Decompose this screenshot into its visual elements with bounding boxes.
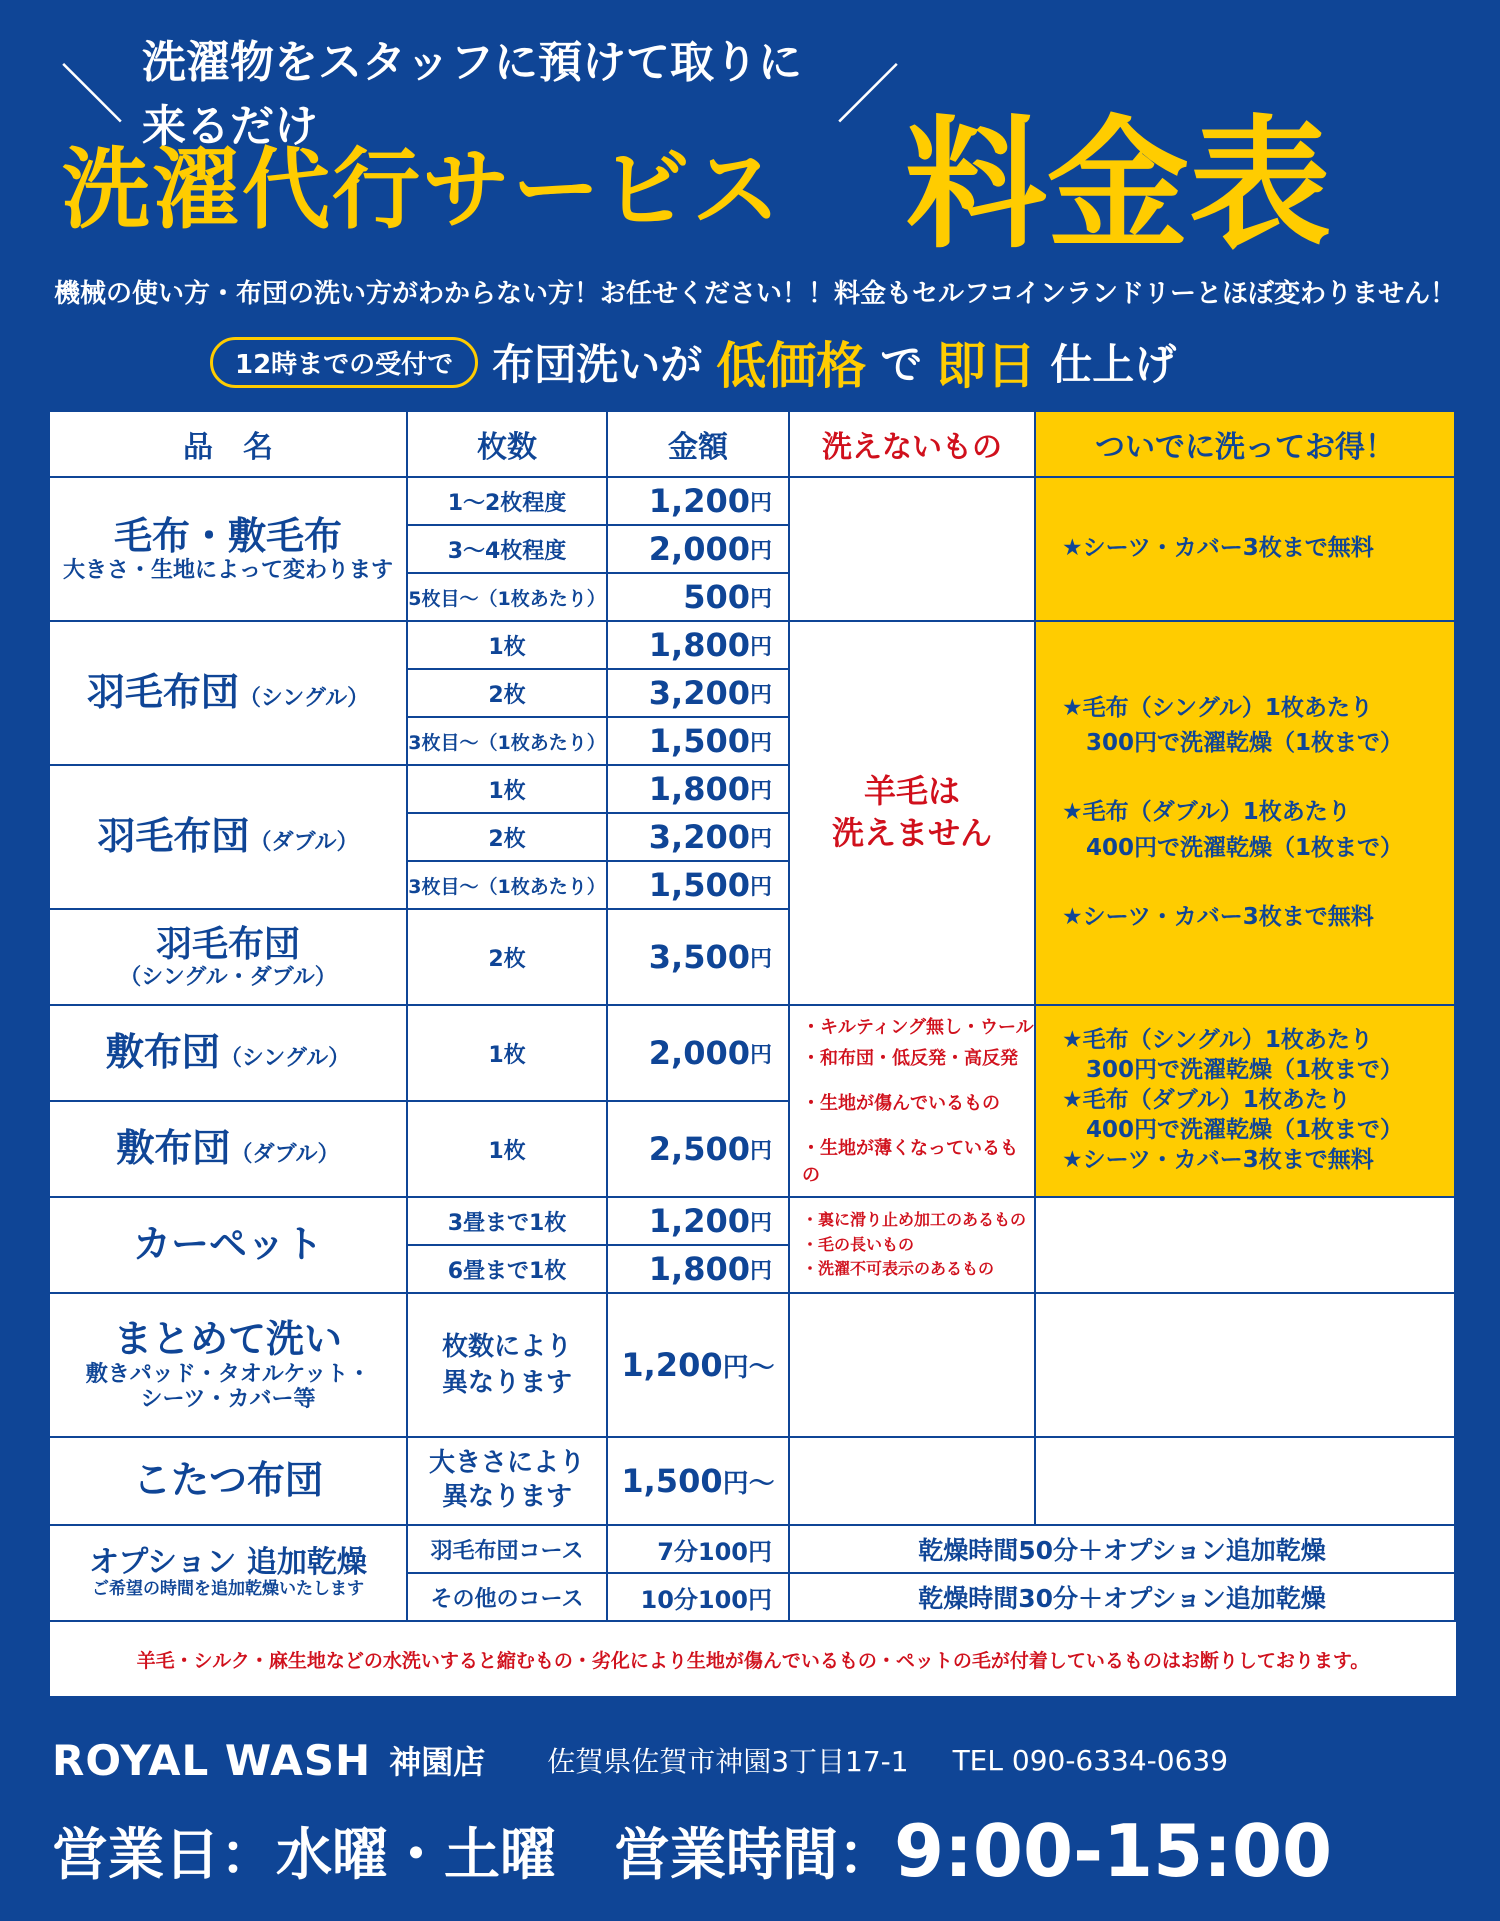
price-cell xyxy=(608,478,790,526)
price-cell xyxy=(608,814,790,862)
price-value: 1,800 xyxy=(648,1250,750,1288)
item-umo-mix xyxy=(50,910,408,1006)
bonus-umo xyxy=(1036,622,1456,1006)
option-desc: 乾燥時間30分＋オプション追加乾燥 xyxy=(790,1574,1456,1622)
ng-empty xyxy=(790,1438,1036,1526)
deadline-pill: 12時までの受付で xyxy=(210,337,478,388)
sameday-text-3: 仕上げ xyxy=(1050,340,1177,389)
price-cell: 10分100円 xyxy=(608,1574,790,1622)
yen-unit: 円 xyxy=(749,634,772,660)
price-cell xyxy=(608,622,790,670)
sameday-highlight-2: 即日 xyxy=(936,337,1037,395)
ng-wool-1: 羊毛は xyxy=(863,772,960,811)
ng-line: ・和布団・低反発・高反発 xyxy=(802,1047,1018,1069)
bonus-line: ★毛布（シングル）1枚あたり xyxy=(1062,1027,1373,1054)
qty-cell xyxy=(408,1438,608,1526)
ng-line: ・毛の長いもの xyxy=(802,1234,915,1254)
item-name: オプション 追加乾燥 xyxy=(89,1544,367,1580)
price-cell xyxy=(608,526,790,574)
item-note: 敷きパッド・タオルケット・ xyxy=(85,1361,371,1387)
price-cell xyxy=(608,1438,790,1526)
item-note: ご希望の時間を追加乾燥いたします xyxy=(92,1579,364,1600)
yen-unit: 円 xyxy=(749,874,772,900)
item-note: （シングル・ダブル） xyxy=(119,965,337,991)
option-desc: 乾燥時間50分＋オプション追加乾燥 xyxy=(790,1526,1456,1574)
item-suffix: （シングル） xyxy=(219,1046,351,1072)
qty-line: 異なります xyxy=(441,1368,572,1398)
ng-line: ・生地が薄くなっているもの xyxy=(802,1137,1018,1186)
store-name: 神園店 xyxy=(389,1743,486,1781)
header-ng: 洗えないもの xyxy=(790,412,1036,478)
price-cell xyxy=(608,670,790,718)
price-cell xyxy=(608,910,790,1006)
bonus-line: 400円で洗濯乾燥（1枚まで） xyxy=(1086,1116,1404,1143)
price-table xyxy=(50,412,1456,1696)
bonus-empty xyxy=(1036,1438,1456,1526)
ng-carpet xyxy=(790,1198,1036,1294)
bonus-empty xyxy=(1036,1198,1456,1294)
item-name: 敷布団 xyxy=(116,1126,231,1171)
ng-line: ・裏に滑り止め加工のあるもの xyxy=(802,1209,1027,1229)
item-carpet xyxy=(50,1198,408,1294)
price-value: 1,800 xyxy=(648,770,750,808)
hours-label: 営業時間： xyxy=(614,1823,894,1888)
item-suffix: （ダブル） xyxy=(249,830,359,856)
qty-line: 枚数により xyxy=(441,1331,572,1362)
item-suffix: （シングル） xyxy=(238,686,370,712)
sameday-text-2: で xyxy=(880,340,923,389)
qty-cell: 3～4枚程度 xyxy=(408,526,608,574)
price-value: 2,500 xyxy=(648,1130,750,1168)
bonus-line: ★シーツ・カバー3枚まで無料 xyxy=(1062,903,1374,930)
price-cell xyxy=(608,862,790,910)
bonus-empty xyxy=(1036,1294,1456,1438)
price-value: 1,200 xyxy=(648,482,750,520)
qty-cell xyxy=(408,1294,608,1438)
title-main: 洗濯代行サービス xyxy=(62,138,783,241)
slash-left-icon: ＼ xyxy=(60,59,124,133)
item-option xyxy=(50,1526,408,1622)
yen-unit: 円 xyxy=(749,1210,772,1236)
tagline xyxy=(60,37,900,152)
store-info xyxy=(52,1730,1462,1790)
yen-unit: 円 xyxy=(749,778,772,804)
item-umo-double xyxy=(50,766,408,910)
ng-line: ・洗濯不可表示のあるもの xyxy=(802,1259,995,1279)
price-cell xyxy=(608,1006,790,1102)
qty-cell: 1枚 xyxy=(408,622,608,670)
qty-cell: 羽毛布団コース xyxy=(408,1526,608,1574)
item-note: シーツ・カバー等 xyxy=(140,1386,316,1412)
price-value: 1,200 xyxy=(621,1346,723,1384)
yen-unit: 円 xyxy=(749,538,772,564)
sameday-banner xyxy=(210,332,1310,395)
qty-cell: 1枚 xyxy=(408,766,608,814)
item-name: 毛布・敷毛布 xyxy=(113,513,342,558)
price-value: 1,500 xyxy=(648,722,750,760)
header-qty: 枚数 xyxy=(408,412,608,478)
bonus-shiki xyxy=(1036,1006,1456,1198)
price-value: 3,200 xyxy=(648,674,750,712)
price-value: 1,800 xyxy=(648,626,750,664)
ng-empty xyxy=(790,478,1036,622)
item-name: 敷布団 xyxy=(105,1030,220,1075)
item-suffix: （ダブル） xyxy=(230,1142,340,1168)
ng-line: ・キルティング無し・ウール xyxy=(802,1016,1034,1038)
item-matome xyxy=(50,1294,408,1438)
price-cell xyxy=(608,1102,790,1198)
yen-unit: 円 xyxy=(749,946,772,972)
yen-unit: 円 xyxy=(749,586,772,612)
bonus-line: ★毛布（ダブル）1枚あたり xyxy=(1062,799,1351,826)
subline: 機械の使い方・布団の洗い方がわからない方！お任せください！！料金もセルフコインランドリーとほぼ変わりません！ xyxy=(54,278,1456,309)
sameday-text-1: 布団洗いが xyxy=(492,340,703,389)
header-price: 金額 xyxy=(608,412,790,478)
item-name: まとめて洗い xyxy=(113,1316,342,1361)
qty-cell: 3畳まで1枚 xyxy=(408,1198,608,1246)
price-value: 3,200 xyxy=(648,818,750,856)
item-shiki-double xyxy=(50,1102,408,1198)
yen-unit: 円 xyxy=(749,490,772,516)
item-kotatsu xyxy=(50,1438,408,1526)
tagline-text: 洗濯物をスタッフに預けて取りに来るだけ xyxy=(142,37,802,152)
qty-cell: 1枚 xyxy=(408,1006,608,1102)
price-value: 1,500 xyxy=(648,866,750,904)
bonus-line: 300円で洗濯乾燥（1枚まで） xyxy=(1086,1057,1404,1084)
hours-value: 9:00-15:00 xyxy=(894,1809,1333,1893)
ng-empty xyxy=(790,1294,1036,1438)
qty-cell: 3枚目～（1枚あたり） xyxy=(408,862,608,910)
price-cell xyxy=(608,574,790,622)
qty-cell: 1枚 xyxy=(408,1102,608,1198)
bonus-line: ★シーツ・カバー3枚まで無料 xyxy=(1062,535,1374,562)
header-item: 品 名 xyxy=(50,412,408,478)
qty-cell: 5枚目～（1枚あたり） xyxy=(408,574,608,622)
qty-cell: 6畳まで1枚 xyxy=(408,1246,608,1294)
qty-line: 大きさにより xyxy=(428,1448,585,1479)
business-hours xyxy=(52,1808,1462,1894)
qty-cell: その他のコース xyxy=(408,1574,608,1622)
price-value: 500 xyxy=(683,578,750,616)
price-cell xyxy=(608,1246,790,1294)
bonus-line: ★毛布（ダブル）1枚あたり xyxy=(1062,1087,1351,1114)
ng-line: ・生地が傷んでいるもの xyxy=(802,1092,1000,1114)
bonus-line: ★シーツ・カバー3枚まで無料 xyxy=(1062,1146,1374,1173)
item-name: 羽毛布団 xyxy=(86,670,239,715)
yen-unit: 円 xyxy=(749,1258,772,1284)
item-shiki-single xyxy=(50,1006,408,1102)
price-cell xyxy=(608,718,790,766)
business-days: 営業日：水曜・土曜 xyxy=(52,1823,556,1888)
yen-unit: 円 xyxy=(749,682,772,708)
bonus-moufu xyxy=(1036,478,1456,622)
header-bonus: ついでに洗ってお得！ xyxy=(1036,412,1456,478)
yen-unit: 円～ xyxy=(722,1352,775,1383)
price-cell xyxy=(608,1198,790,1246)
address: 佐賀県佐賀市神園3丁目17-1 xyxy=(547,1745,909,1778)
title-big: 料金表 xyxy=(905,103,1331,268)
ng-shiki xyxy=(790,1006,1036,1198)
qty-cell: 2枚 xyxy=(408,910,608,1006)
item-name: 羽毛布団 xyxy=(155,923,300,965)
item-umo-single xyxy=(50,622,408,766)
bonus-line: ★毛布（シングル）1枚あたり xyxy=(1062,695,1373,722)
item-name: 羽毛布団 xyxy=(97,814,250,859)
sameday-highlight-1: 低価格 xyxy=(716,337,867,395)
price-cell: 7分100円 xyxy=(608,1526,790,1574)
slash-right-icon: ／ xyxy=(836,59,900,133)
item-name: カーペット xyxy=(132,1222,323,1267)
ng-wool xyxy=(790,622,1036,1006)
ng-wool-2: 洗えません xyxy=(831,814,992,852)
qty-cell: 1～2枚程度 xyxy=(408,478,608,526)
yen-unit: 円～ xyxy=(722,1468,775,1499)
notice: 羊毛・シルク・麻生地などの水洗いすると縮むもの・劣化により生地が傷んでいるもの・ペットの毛が付着しているものはお断りしております。 xyxy=(136,1649,1370,1672)
qty-cell: 3枚目～（1枚あたり） xyxy=(408,718,608,766)
bonus-line: 400円で洗濯乾燥（1枚まで） xyxy=(1086,834,1404,861)
price-value: 2,000 xyxy=(648,530,750,568)
yen-unit: 円 xyxy=(749,826,772,852)
price-value: 1,500 xyxy=(621,1462,723,1500)
item-name: こたつ布団 xyxy=(132,1458,323,1503)
item-note: 大きさ・生地によって変わります xyxy=(62,558,393,584)
bonus-line: 300円で洗濯乾燥（1枚まで） xyxy=(1086,730,1404,757)
qty-cell: 2枚 xyxy=(408,670,608,718)
price-value: 2,000 xyxy=(648,1034,750,1072)
item-moufu xyxy=(50,478,408,622)
yen-unit: 円 xyxy=(749,1042,772,1068)
qty-cell: 2枚 xyxy=(408,814,608,862)
brand-logo: ROYAL WASH xyxy=(52,1735,372,1785)
price-value: 1,200 xyxy=(648,1202,750,1240)
yen-unit: 円 xyxy=(749,730,772,756)
price-value: 3,500 xyxy=(648,938,750,976)
telephone: TEL 090-6334-0639 xyxy=(952,1743,1229,1777)
yen-unit: 円 xyxy=(749,1138,772,1164)
price-cell xyxy=(608,766,790,814)
qty-line: 異なります xyxy=(441,1482,572,1512)
price-cell xyxy=(608,1294,790,1438)
